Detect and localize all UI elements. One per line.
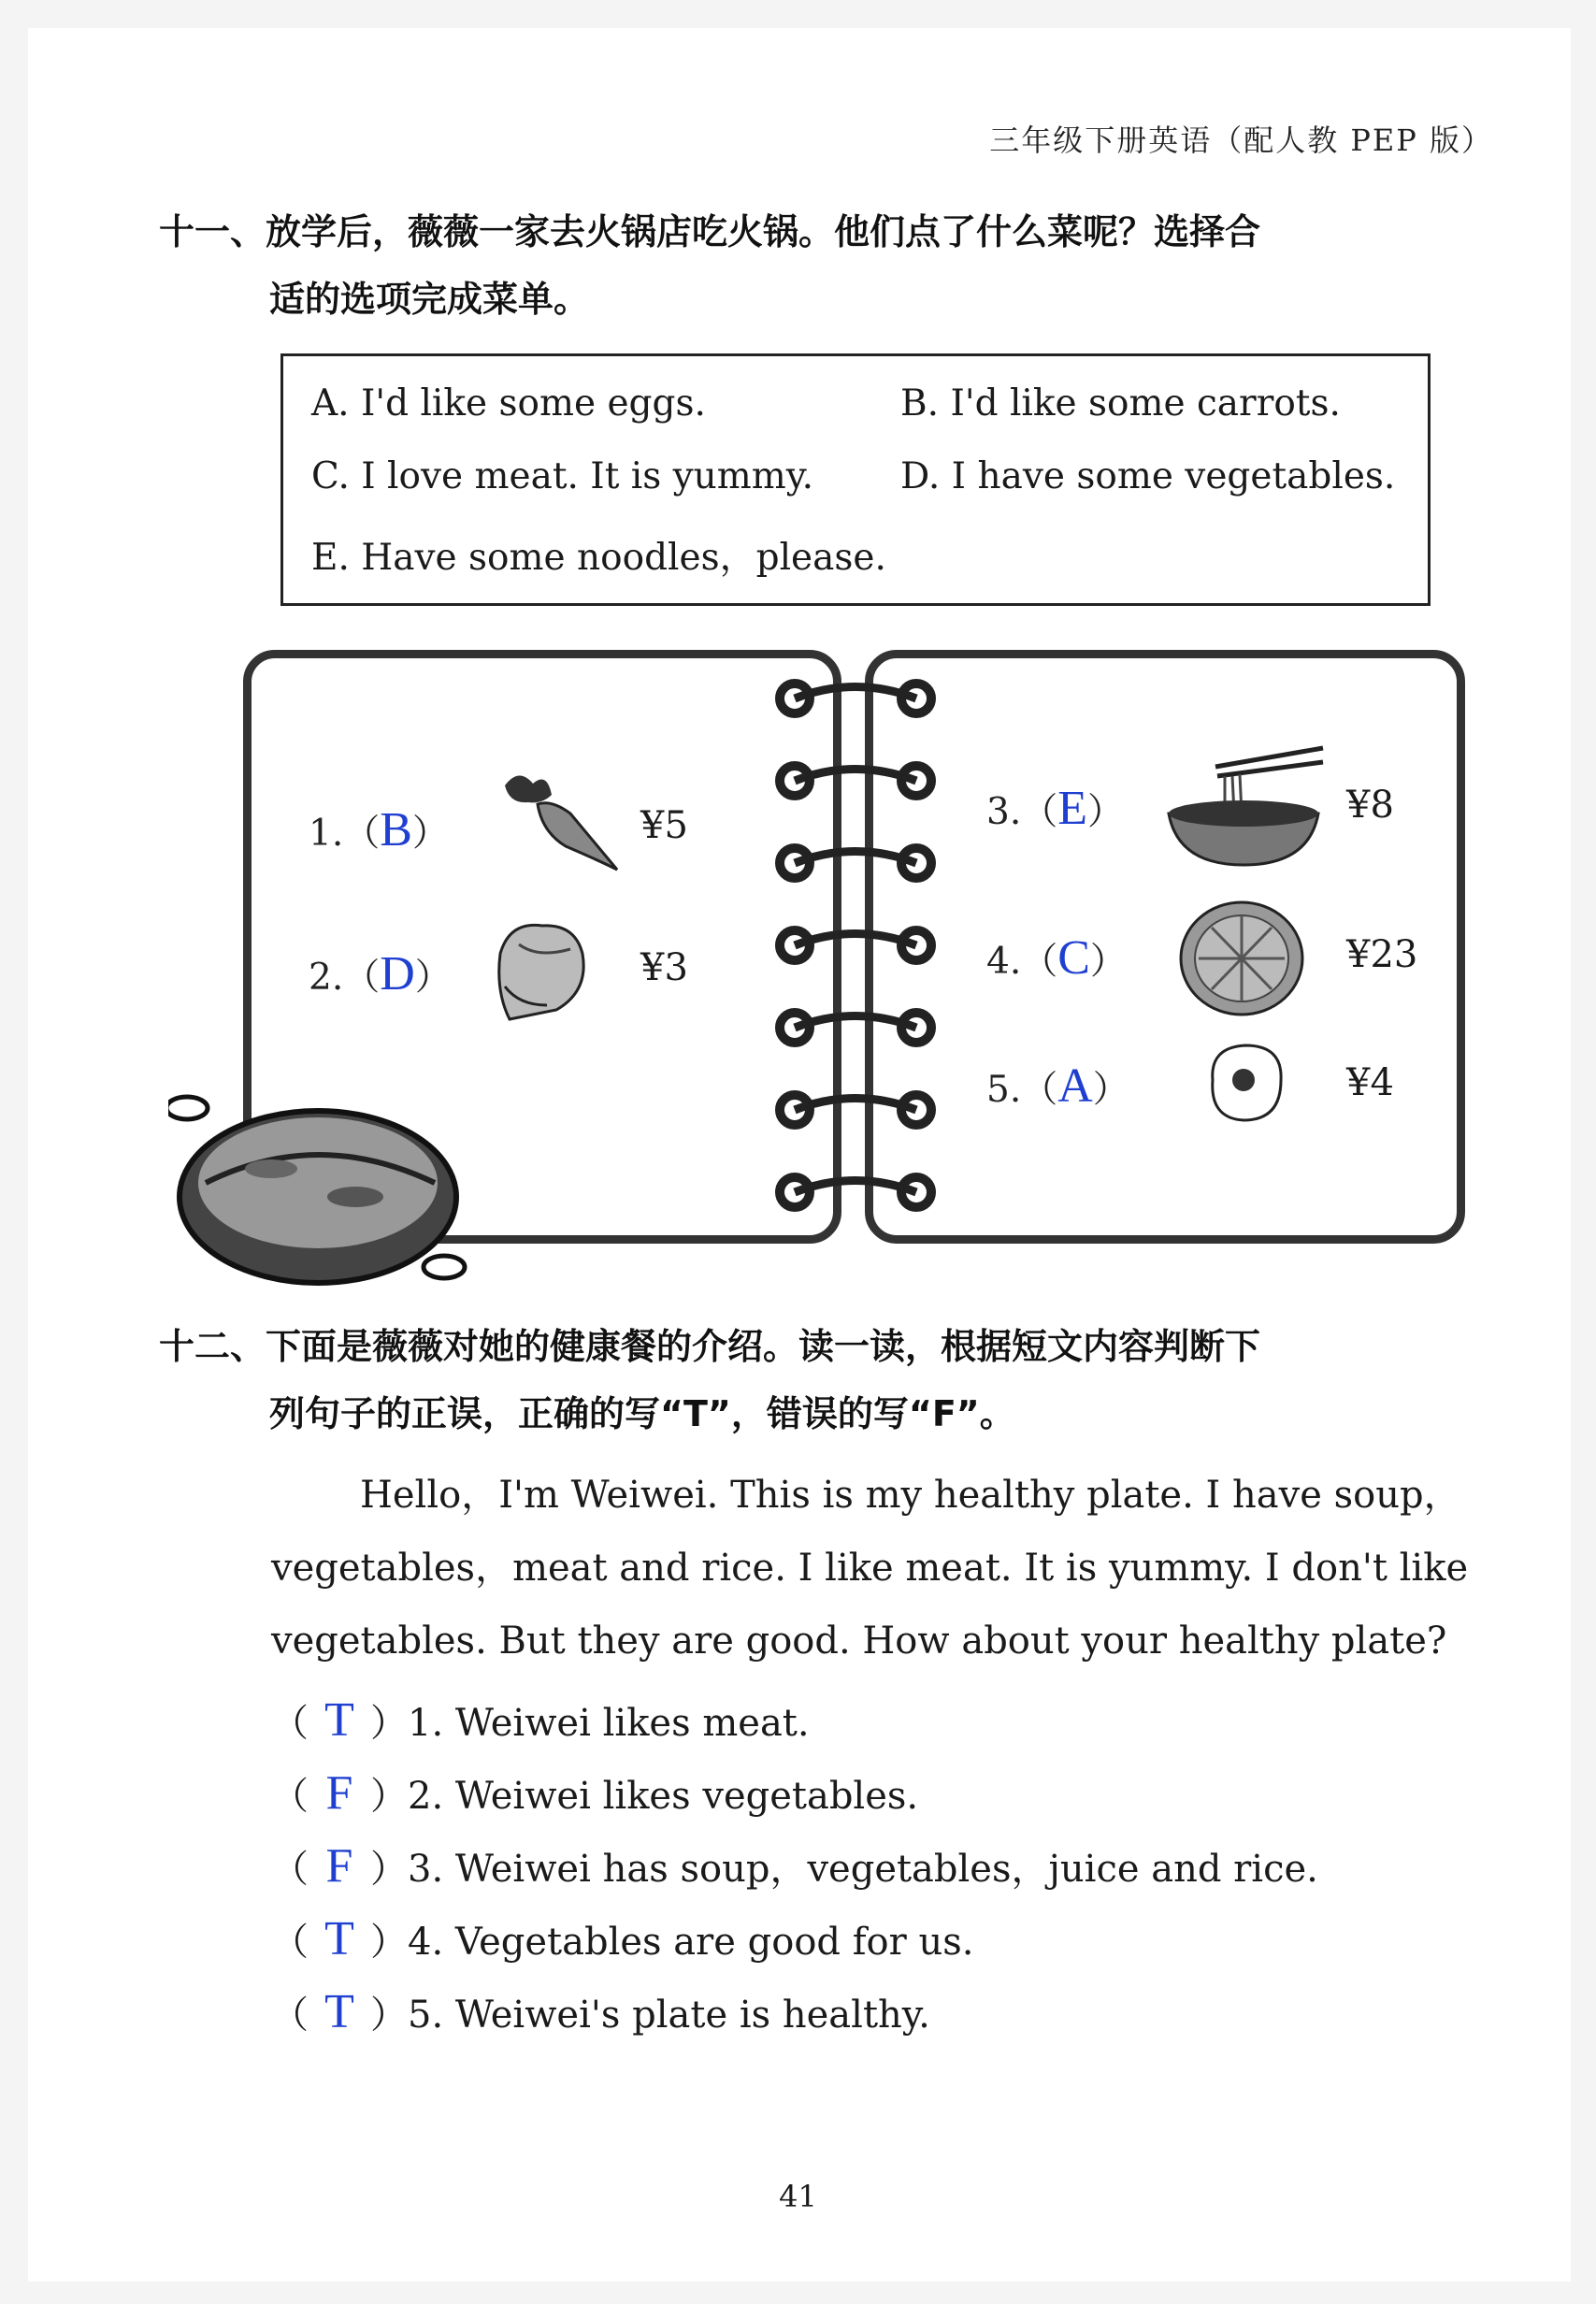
section-12-title [159, 1313, 1505, 1447]
menu-answer-1: B [380, 803, 412, 857]
price-4: ¥23 [1346, 933, 1418, 976]
meat-plate-icon [1176, 898, 1307, 1019]
tf-answer-4: T [324, 1912, 354, 1966]
page-number: 41 [779, 2179, 817, 2214]
carrot-icon [486, 767, 626, 879]
price-2: ¥3 [640, 946, 688, 989]
hotpot-icon [168, 1089, 467, 1304]
spiral-ring-2 [771, 757, 940, 804]
spiral-ring-5 [771, 1004, 940, 1051]
tf-item-2: （ F ）2. Weiwei likes vegetables. [271, 1766, 919, 1820]
spiral-ring-6 [771, 1087, 940, 1133]
menu-item-5: 5.（A） [986, 1059, 1129, 1113]
section-12-title-line2: 列句子的正误，正确的写“T”，错误的写“F”。 [269, 1393, 1015, 1434]
spiral-ring-3 [771, 840, 940, 886]
spiral-ring-4 [771, 922, 940, 969]
price-1: ¥5 [640, 804, 688, 847]
section-11-title [159, 198, 1505, 333]
option-a: A. I'd like some eggs. [311, 382, 706, 425]
section-11-title-line1: 十一、放学后，薇薇一家去火锅店吃火锅。他们点了什么菜呢？选择合 [159, 211, 1261, 252]
options-box [280, 353, 1431, 606]
option-b: B. I'd like some carrots. [900, 382, 1341, 425]
tf-answer-5: T [324, 1985, 354, 2038]
price-5: ¥4 [1346, 1061, 1394, 1104]
spiral-ring-7 [771, 1169, 940, 1216]
tf-answer-1: T [324, 1693, 354, 1747]
cabbage-icon [482, 916, 594, 1029]
menu-item-2: 2.（D） [309, 947, 452, 1001]
tf-item-1: （ T ）1. Weiwei likes meat. [271, 1693, 810, 1747]
tf-item-3: （ F ）3. Weiwei has soup，vegetables，juice and rice. [271, 1839, 1318, 1893]
price-3: ¥8 [1346, 784, 1394, 827]
tf-item-5: （ T ）5. Weiwei's plate is healthy. [271, 1985, 930, 2038]
option-d: D. I have some vegetables. [900, 455, 1396, 497]
tf-answer-3: F [325, 1839, 353, 1893]
menu-answer-3: E [1057, 782, 1087, 835]
reading-passage: Hello，I'm Weiwei. This is my healthy plate. I have soup，vegetables，meat and rice. I like meat. It is yummy. I don't like vegetables. But they are good. How about your healthy plate? [271, 1474, 1469, 1663]
egg-icon [1199, 1038, 1292, 1127]
menu-answer-4: C [1057, 931, 1090, 985]
option-e: E. Have some noodles，please. [311, 537, 886, 579]
page-header: 三年级下册英语（配人教 PEP 版） [989, 122, 1493, 158]
tf-item-4: （ T ）4. Vegetables are good for us. [271, 1912, 974, 1966]
section-11-title-line2: 适的选项完成菜单。 [269, 279, 590, 320]
noodles-icon [1159, 739, 1328, 870]
section-12-title-line1: 十二、下面是薇薇对她的健康餐的介绍。读一读，根据短文内容判断下 [159, 1326, 1261, 1367]
option-c: C. I love meat. It is yummy. [311, 455, 814, 497]
menu-item-1: 1.（B） [309, 803, 449, 857]
spiral-ring-1 [771, 675, 940, 722]
menu-answer-2: D [380, 947, 415, 1001]
menu-item-4: 4.（C） [986, 931, 1127, 985]
menu-item-3: 3.（E） [986, 782, 1124, 835]
menu-answer-5: A [1057, 1059, 1093, 1113]
tf-answer-2: F [325, 1766, 353, 1820]
